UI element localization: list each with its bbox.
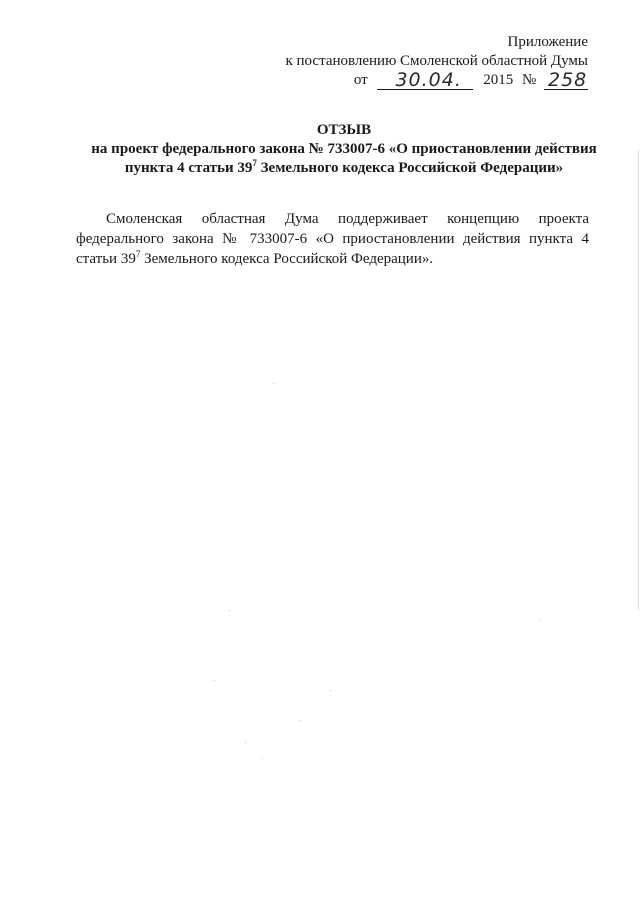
date-fill-line — [377, 69, 473, 91]
scan-edge-line — [638, 150, 639, 610]
handwritten-date: 30.04. — [395, 69, 462, 91]
scan-speck — [214, 680, 215, 681]
body-line-3 — [76, 249, 589, 269]
body-line-2: федерального закона № 733007-6 «О приостановлении действия пункта 4 — [76, 231, 589, 247]
scan-speck — [262, 758, 263, 759]
scan-speck — [245, 742, 246, 743]
number-fill-line — [544, 69, 588, 91]
title-line-2-prefix: пункта 4 статьи 39 — [124, 160, 253, 176]
resolution-date-line — [228, 71, 588, 90]
body-line-3-suffix: Земельного кодекса Российской Федерации». — [140, 251, 434, 267]
body-line-3-prefix: статьи 39 — [76, 251, 136, 267]
year-text: 2015 — [483, 72, 514, 88]
scan-speck — [229, 610, 230, 611]
scan-speck — [330, 690, 331, 691]
document-title — [60, 121, 628, 178]
title-line-2 — [60, 159, 628, 178]
scan-speck — [540, 620, 541, 621]
handwritten-number: 258 — [548, 69, 588, 91]
body-superscript: 7 — [135, 249, 141, 259]
title-line-1: на проект федерального закона № 733007-6 «О приостановлении действия — [91, 141, 597, 157]
appendix-label: Приложение — [507, 34, 588, 50]
resolution-reference: к постановлению Смоленской областной Думы — [285, 53, 588, 69]
title-superscript: 7 — [252, 158, 257, 168]
title-line-2-suffix: Земельного кодекса Российской Федерации» — [256, 160, 564, 176]
from-label: от — [353, 72, 368, 88]
scan-speck — [300, 720, 301, 721]
title-main: ОТЗЫВ — [316, 122, 372, 138]
appendix-header — [228, 33, 588, 90]
number-sign: № — [521, 72, 537, 88]
scan-speck — [273, 383, 274, 384]
body-line-1: Смоленская областная Дума поддерживает концепцию проекта — [106, 211, 589, 227]
body-paragraph — [76, 209, 589, 269]
